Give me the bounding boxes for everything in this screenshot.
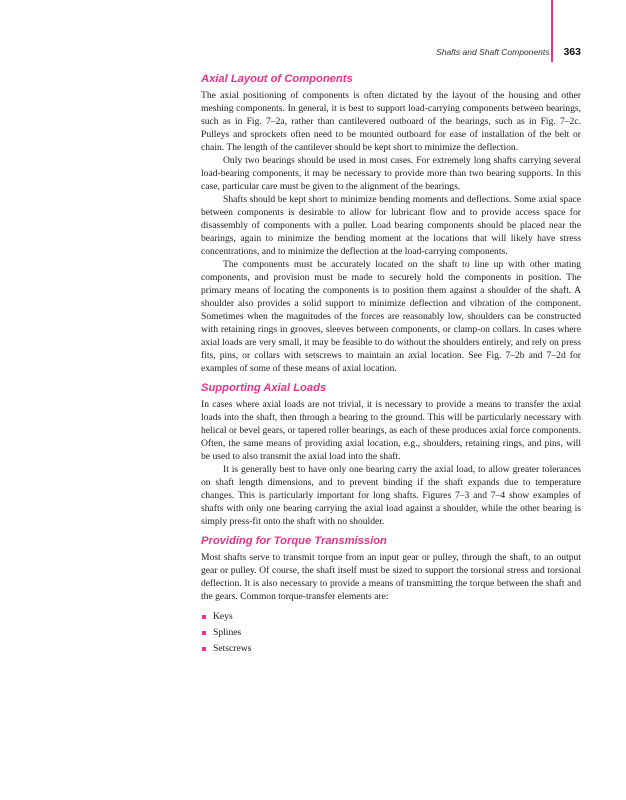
paragraph: In cases where axial loads are not trivial, it is necessary to provide a means to transfer the axial loads into the shaft, then through a bearing to the ground. This will be particularly necessary with helical or bevel gears, or tapered roller bearings, as each of these produces axial force components. Often, the same means of providing axial location, e.g., shoulders, retaining rings, and pins, will be used to also transmit the axial load into the shaft. [201,399,581,462]
page-number: 363 [563,46,581,58]
list-item-text: Keys [213,611,233,622]
list-item-text: Splines [213,627,242,638]
paragraph: Most shafts serve to transmit torque from an input gear or pulley, through the shaft, to an output gear or pulley. Of course, the shaft itself must be sized to support the torsional stress and torsional deflection. It is also necessary to provide a means of transmitting the torque between the shaft and the gears. Common torque-transfer elements are: [201,552,581,602]
list-item-text: Setscrews [213,643,252,654]
paragraph: The axial positioning of components is often dictated by the layout of the housing and other meshing components. In general, it is best to support load-carrying components between bearings, such as in Fig. 7–2a, rather than cantilevered outboard of the bearings, such as in Fig. 7–2c. Pulleys and sprockets often need to be mounted outboard for ease of installation of the belt or chain. The length of the cantilever should be kept short to minimize the deflection. [201,90,581,153]
list-item [201,641,581,657]
paragraph: The components must be accurately located on the shaft to line up with other mating components, and provision must be made to securely hold the components in position. The primary means of locating the components is to position them against a shoulder of the shaft. A shoulder also provides a solid support to minimize deflection and vibration of the component. Sometimes when the magnitudes of the forces are reasonably low, shoulders can be constructed with retaining rings in grooves, sleeves between components, or clamp-on collars. In cases where axial loads are very small, it may be feasible to do without the shoulders entirely, and rely on press fits, pins, or collars with setscrews to maintain an axial location. See Fig. 7–2b and 7–2d for examples of some of these means of axial location. [201,259,581,374]
paragraph: Shafts should be kept short to minimize bending moments and deflections. Some axial space between components is desirable to allow for lubricant flow and to provide access space for disassembly of components with a puller. Load bearing components should be placed near the bearings, again to minimize the bending moment at the locations that will likely have stress concentrations, and to minimize the deflection at the load-carrying components. [201,194,581,257]
section-heading-torque: Providing for Torque Transmission [201,535,387,547]
list-item [201,609,581,625]
bullet-icon [202,631,206,635]
bullet-icon [202,615,206,619]
paragraph: Only two bearings should be used in most cases. For extremely long shafts carrying several load-bearing components, it may be necessary to provide more than two bearing supports. In this case, particular care must be given to the alignment of the bearings. [201,155,581,192]
chapter-title: Shafts and Shaft Components [436,47,550,57]
list-item [201,625,581,641]
paragraph: It is generally best to have only one bearing carry the axial load, to allow greater tolerances on shaft length dimensions, and to prevent binding if the shaft expands due to temperature changes. This is particularly important for long shafts. Figures 7–3 and 7–4 show examples of shafts with only one bearing carrying the axial load against a shoulder, while the other bearing is simply press-fit onto the shaft with no shoulder. [201,464,581,527]
bullet-icon [202,647,206,651]
torque-elements-list [201,609,581,657]
section-heading-axial-loads: Supporting Axial Loads [201,382,327,394]
running-head [436,45,581,59]
section-heading-axial-layout: Axial Layout of Components [201,73,353,85]
body-text [201,72,581,657]
